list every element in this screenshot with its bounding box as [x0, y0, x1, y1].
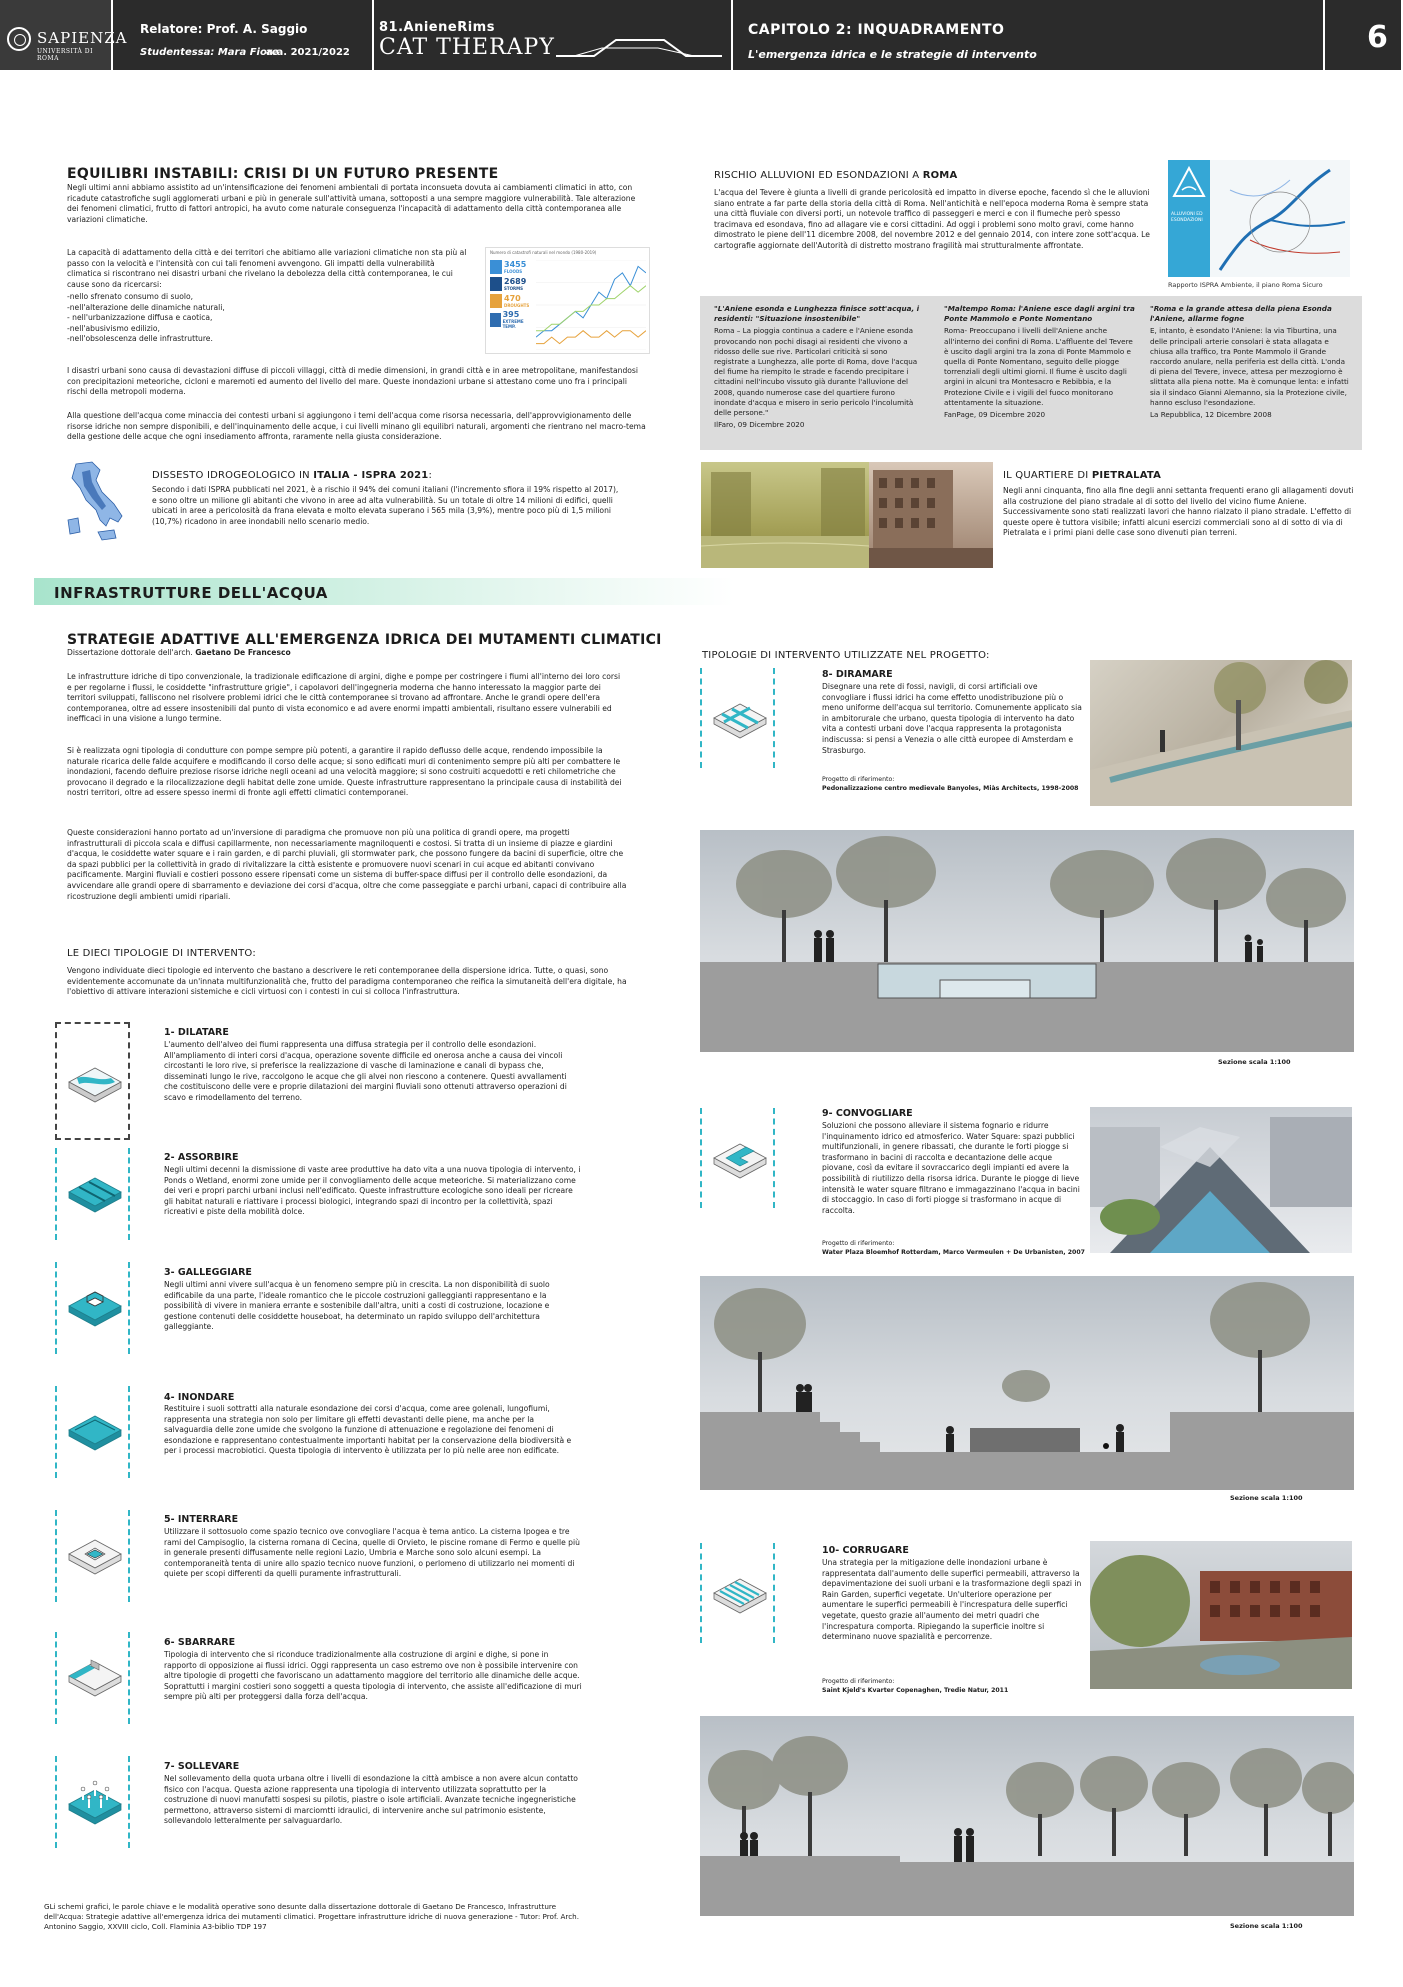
street-photo-graphic [869, 462, 993, 568]
sbarrare-title: 6- SBARRARE [164, 1637, 236, 1648]
map-badge: ALLUVIONI ED ESONDAZIONI [1171, 212, 1203, 223]
map-caption: Rapporto ISPRA Ambiente, il piano Roma Sicuro [1168, 281, 1323, 289]
project-name: CAT THERAPY [379, 35, 555, 60]
logo-name: SAPIENZA [37, 29, 128, 47]
italy-risk-map [62, 460, 130, 548]
assorbire-text: Negli ultimi decenni la dismissione di vaste aree produttive ha dato vita a una nuova tipologia di intervento, i Ponds o Wetland, enormi zone umide per il convogliamento delle acque meteoriche. Si materializzano come dei veri e propri parchi urbani inclusi nell'edificato. Queste infrastrutture ecologiche sono ideali per ricreare gli habitat naturali e riattivare i processi biologici, integrando spazi di incontro per la collettività, spazi ricreativi e piste della mobilità dolce. [164, 1165, 581, 1217]
diramare-diagram [700, 668, 775, 768]
rischio-title: RISCHIO ALLUVIONI ED ESONDAZIONI A ROMA [714, 170, 958, 181]
roma-flood-risk-map [1168, 160, 1350, 277]
interrare-diagram [55, 1510, 130, 1602]
chart-stat-swatch [490, 277, 502, 291]
strategie-paragraph-1: Le infrastrutture idriche di tipo convenzionale, la tradizionale edificazione di argini, dighe e pompe per costringere i fiumi all'interno dei loro corsi e per regolarne i flussi, le cosiddette "infrastrutture grigie", i capolavori dell'ingegneria moderna che hanno interessato la maggior parte dei territori sviluppati, falliscono nel risolvere problemi idrici che le città contemporanee si trovano ad affrontare. Anche le grandi opere dell'era contemporanea, oltre ad essere insostenibili dal punto di vista economico e ad avere enormi impatti ambientali, risultano essere vulnerabili ed inefficaci in una visione a lungo termine. [67, 672, 621, 724]
inondare-text: Restituire i suoli sottratti alla naturale esondazione dei corsi d'acqua, come aree golenali, lungofiumi, rappresenta una strategia non solo per limitare gli effetti devastanti delle piene, ma anche per la salvaguardia delle zone umide che svolgono la funzione di attenuazione e regolazione dei fenomeni di esondazione e rappresentano contestualmente importanti habitat per la conservazione della biodiversità e per i processi macrobiotici. Questa tipologia di intervento è utilizzata per lo più nelle aree non edificate. [164, 1404, 572, 1456]
galleggiare-icon [65, 1276, 125, 1336]
chart-stat-text [504, 295, 529, 308]
section-drawing-3 [700, 1716, 1354, 1916]
banyoles-photo [1090, 660, 1352, 806]
galleggiare-diagram [55, 1262, 130, 1354]
diramare-title: 8- DIRAMARE [822, 669, 893, 680]
chart-stat-label: FLOODS [504, 268, 523, 274]
chart-stat-value: 395 [502, 310, 520, 319]
corrugare-text: Una strategia per la mitigazione delle inondazioni urbane è rappresentata dall'aumento delle superfici permeabili, attraverso la depavimentazione dei suoli urbani e la trasformazione degli spazi in Rain Garden, superfici vegetate. Un'ulteriore operazione per aumentare le superfici permeabili è l'increspatura delle superfici vegetate, questo grazie all'aumento dei metri quadri che l'increspatura comporta. Ripiegando la superficie inoltre si determinano nuove spazialità e percorrenze. [822, 1558, 1082, 1642]
causes-list [67, 292, 367, 345]
galleggiare-title: 3- GALLEGGIARE [164, 1267, 252, 1278]
relatore-text: Relatore: Prof. A. Saggio [140, 22, 308, 36]
chart-series-line-storms [536, 286, 646, 331]
header-bar [0, 0, 1403, 70]
chart-stat-text [503, 311, 534, 329]
infrastrutture-band [34, 578, 734, 605]
equilibri-paragraph-2: La capacità di adattamento della città e dei territori che abitiamo alle variazioni climatiche non sta più al passo con la velocità e l'intensità con cui tali fenomeni avvengono. Gli impatti della vulnerabilità climatica si riscontrano nei disastri urbani che rivelano la debolezza della città contemporanea, le cui cause sono da ricercarsi: [67, 248, 467, 289]
strategie-subtitle: Dissertazione dottorale dell'arch. Gaetano De Francesco [67, 648, 291, 657]
inondare-title: 4- INONDARE [164, 1392, 235, 1403]
diramare-text: Disegnare una rete di fossi, navigli, di corsi artificiali ove convogliare i flussi idrici ha come effetto unodistribuzione più o meno uniforme dell'acqua sul territorio. Comunemente applicato sia in ambitorurale che urbano, questa tipologia di intervento ha dato vita a contesti urbani dove l'acqua rappresenta la protagonista indiscussa: si pensi a Venezia o alle città europee di Amsterdam e Strasburgo. [822, 682, 1082, 755]
chart-stat-label: STORMS [504, 285, 523, 291]
chart-stat-label: EXTREME TEMP. [502, 319, 524, 329]
convogliare-text: Soluzioni che possono alleviare il sistema fognario e ridurre l'inquinamento idrico ed atmosferico. Water Square: spazi pubblici multifunzionali, in genere ribassati, che durante le forti piogge si trasformano in bacini di raccolta e decantazione delle acque piovane, così da evitare il sovraccarico degli impianti ed avere la possibilità di riutilizzo della risorsa idrica. Durante le piogge di lieve intensità le water square filtrano e immagazzinano l'acqua in bacini di stoccaggio. In caso di forti piogge si trasformano in acque di raccolta. [822, 1121, 1080, 1215]
sollevare-title: 7- SOLLEVARE [164, 1761, 240, 1772]
chart-plot [536, 260, 646, 350]
pietralata-text: Negli anni cinquanta, fino alla fine degli anni settanta frequenti erano gli allagamenti dovuti alla costruzione del piano stradale al di sotto del livello del vicino fiume Aniene. Successivamente sono stati realizzati lavori che hanno rialzato il piano stradale. L'effetto di queste opere è tuttora visibile; infatti alcuni esercizi commerciali sono al di sotto di via di Pietralata e i primi piani delle case sono divenuti pian terreni. [1003, 486, 1354, 538]
section-1-graphic [700, 830, 1354, 1052]
progetto-title: TIPOLOGIE DI INTERVENTO UTILIZZATE NEL PROGETTO: [702, 650, 990, 661]
chart-stat-value: 470 [504, 293, 521, 303]
chart-stat-text [504, 278, 526, 291]
cause-item: -nell'alterazione delle dinamiche naturali, [67, 302, 225, 312]
ispra-text: Secondo i dati ISPRA pubblicati nel 2021, è a rischio il 94% dei comuni italiani (l'incremento sfiora il 19% rispetto al 2017), e sono oltre un milione gli abitanti che vivono in aree ad alta vulnerabilità. Su un totale di oltre 14 milioni di edifici, quelli ubicati in aree a pericolosità da frana elevata e molto elevata superano i 565 mila (3,9%), mentre poco più di 1,5 milioni (10,7%) ricadono in aree inondabili nello scenario medio. [152, 485, 619, 526]
section-scale-label-1: Sezione scala 1:100 [1218, 1058, 1291, 1066]
assorbire-diagram [55, 1148, 130, 1240]
ispra-title: DISSESTO IDROGEOLOGICO IN ITALIA - ISPRA 2021: [152, 470, 433, 481]
sbarrare-text: Tipologia di intervento che si riconduce tradizionalmente alla costruzione di argini e dighe, si pone in rapporto di opposizione ai flussi idrici. Oggi rappresenta un caso estremo ove non è possibile intervenire con altre tipologie di progetti che favoriscano un adattamento maggiore del territorio alle dinamiche delle acque. Soprattutti i margini costieri sono soggetti a questa tipologia di intervento, che assiste all'edificazione di muri sempre più alti per proteggersi dalla forza dell'acqua. [164, 1650, 582, 1702]
rischio-text: L'acqua del Tevere è giunta a livelli di grande pericolosità ed impatto in diverse epoche, facendo sì che le alluvioni siano entrate a far parte della storia della città di Roma. Nell'antichità e nell'epoca moderna Roma è sempre stata una città fluviale con diversi porti, un notevole traffico di passeggeri e merci e con il fiumeche però spesso tracimava ed esondava, fino ad allagare vie e corsi cittadini. Ad oggi i problemi sono molto gravi, come hanno dimostrato le piene dell'11 dicembre 2008, del novembre 2012 e del gennaio 2014, con intere zone sott'acqua. Le cartografie aggiornate dell'Autorità di distretto mostrano fragilità mai strutturalmente affrontate. [714, 188, 1150, 250]
convogliare-diagram [700, 1108, 775, 1208]
chart-stat-label: DROUGHTS [504, 302, 530, 308]
section-scale-label-2: Sezione scala 1:100 [1230, 1494, 1303, 1502]
equilibri-paragraph-1: Negli ultimi anni abbiamo assistito ad un'intensificazione dei fenomeni ambientali di portata inconsueta dovuta ai cambiamenti climatici in atto, con ricadute catastrofiche sugli agglomerati urbani e più in generale sull'attività umana, sottoposti a una sempre maggiore vulnerabilità. Tale alterazione dei fenomeni climatici, frutto di fattori antropici, ha avuto come naturale conseguenza l'incapacità di adattamento della città contemporanea alle variazioni climatiche. [67, 183, 636, 224]
infrastrutture-title: INFRASTRUTTURE DELL'ACQUA [54, 584, 328, 602]
dilatare-diagram [55, 1022, 130, 1140]
section-scale-label-3: Sezione scala 1:100 [1230, 1922, 1303, 1930]
chart-series-line-floods [536, 266, 646, 337]
dilatare-icon [65, 1052, 125, 1112]
saint-kjeld-photo [1090, 1541, 1352, 1689]
assorbire-title: 2- ASSORBIRE [164, 1152, 239, 1163]
chart-stat-swatch [490, 260, 502, 274]
inondare-icon [65, 1400, 125, 1460]
chart-stat-text [504, 261, 526, 274]
corrugare-reference: Progetto di riferimento: Saint Kjeld's Kvarter Copenaghen, Tredie Natur, 2011 [822, 1678, 1009, 1694]
sollevare-icon [65, 1770, 125, 1830]
sbarrare-diagram [55, 1632, 130, 1724]
saint-kjeld-graphic [1090, 1541, 1352, 1689]
interrare-icon [65, 1524, 125, 1584]
flood-photo-graphic [701, 462, 869, 568]
studentessa-text: Studentessa: Mara Fiore [140, 47, 279, 58]
equilibri-paragraph-4: Alla questione dell'acqua come minaccia dei contesti urbani si aggiungono i temi dell'acqua come risorsa necessaria, dell'approvvigionamento delle risorse idriche non sempre disponibili, e dell'inquinamento delle acque, i cui livelli minano gli equilibri naturali, argomenti che rientrano nel macro-tema della gestione delle acque che ogni insediamento affronta, raramente nella giusta considerazione. [67, 411, 646, 442]
diramare-icon [710, 688, 770, 748]
banyoles-photo-graphic [1090, 660, 1352, 806]
cause-item: -nello sfrenato consumo di suolo, [67, 292, 194, 301]
section-3-graphic [700, 1716, 1354, 1916]
convogliare-reference: Progetto di riferimento: Water Plaza Bloemhof Rotterdam, Marco Vermeulen + De Urbanisten, 2007 [822, 1240, 1085, 1256]
academic-year: a.a. 2021/2022 [266, 47, 350, 58]
sollevare-diagram [55, 1756, 130, 1848]
convogliare-title: 9- CONVOGLIARE [822, 1108, 913, 1119]
strategie-title: STRATEGIE ADATTIVE ALL'EMERGENZA IDRICA DEI MUTAMENTI CLIMATICI [67, 632, 662, 648]
convogliare-icon [710, 1128, 770, 1188]
chapter-block [733, 0, 1325, 70]
cause-item: -nell'obsolescenza delle infrastrutture. [67, 334, 213, 344]
credits-block [113, 0, 374, 70]
corrugare-diagram [700, 1543, 775, 1643]
footnote: GLi schemi grafici, le parole chiave e le modalità operative sono desunte dalla dissertazione dottorale di Gaetano De Francesco, Infrastrutture dell'Acqua: Strategie adattive all'emergenza idrica dei mutamenti climatici. Progettare infrastrutture idriche di nuova generazione - Tutor: Prof. Arch. Antonino Saggio, XXVIII ciclo, Coll. Flaminia A3-biblio TDP 197 [44, 1902, 580, 1931]
sbarrare-icon [65, 1646, 125, 1706]
chart-stat [490, 260, 534, 274]
chart-series-line-droughts [536, 331, 646, 344]
strategie-paragraph-3: Queste considerazioni hanno portato ad un'inversione di paradigma che promuove non più una politica di grandi opere, ma progetti infrastrutturali di piccola scala e diffusi capillarmente, non necessariamente magniloquenti e costosi. Si tratta di un insieme di piazze e giardini d'acqua, le cosiddette water square e i rain garden, e di parchi pluviali, gli stormwater park, che possono fungere da bacini di superficie, oltre che da spazi pubblici per la collettività in grado di rivitalizzare la città esistente e promuovere nuovi scenari in cui acque ed abitanti convivano pacificamente. Margini fluviali e costieri possono essere ripensati come un sistema di buffer-space diffusi per il controllo delle esondazioni, da avvicendare alle grandi opere di sbarramento e deviazione dei corsi d'acqua, oltre che come passeggiate e parchi urbani, capaci di contribuire alla ricostruzione degli ambienti umidi ripariali. [67, 828, 627, 901]
corrugare-title: 10- CORRUGARE [822, 1545, 909, 1556]
pietralata-flood-photo [701, 462, 869, 568]
warning-triangle-icon [1168, 160, 1210, 210]
chart-stat [490, 277, 534, 291]
chart-stat [490, 294, 534, 308]
cause-item: - nell'urbanizzazione diffusa e caotica, [67, 313, 213, 323]
italy-map-graphic [62, 460, 130, 548]
equilibri-paragraph-3: I disastri urbani sono causa di devastazioni diffuse di piccoli villaggi, città di medie dimensioni, in grandi città e in aree metropolitane, manifestandosi con precipitazioni meteoriche, cicloni e maremoti ed aumento del livello del mare. Queste inondazioni urbane si attestano come uno fra i principali rischi della metropoli moderna. [67, 366, 639, 397]
news-quote-2: "Maltempo Roma: l'Aniene esce dagli argini tra Ponte Mammolo e Ponte Nomentano Roma- Preoccupano i livelli dell'Aniene anche all'interno dei confini di Roma. L'affluente del Tevere è uscito dagli argini tra la zona di Ponte Mammolo e quella di Ponte Nomentano, seguito delle piogge torrenziali degli ultimi giorni. Il fiume è uscito dagli argini in alcuni tra Montesacro e Rebibbia, e la Protezione Civile e i vigili del fuoco monitorano attentamente la situazione. FanPage, 09 Dicembre 2020 [944, 304, 1135, 420]
project-code: 81.AnieneRims [379, 20, 495, 35]
corrugare-icon [710, 1563, 770, 1623]
news-quote-3: "Roma e la grande attesa della piena Esonda l'Aniene, allarme fogne E, intanto, è esondato l'Aniene: la via Tiburtina, una delle principali arterie consolari è stata allagata e chiusa alla traffico, tra Ponte Mammolo il Grande raccordo anulare, nella periferia est della città. L'onda di piena del Tevere, invece, attesa per mezzogiorno è slittata alla piena notte. Ma è comunque lenta: e infatti sia il sindaco Gianni Alemanno, sia la Protezione civile, hanno escluso l'esondazione. La Repubblica, 12 Dicembre 2008 [1150, 304, 1349, 420]
equilibri-title: EQUILIBRI INSTABILI: CRISI DI UN FUTURO PRESENTE [67, 166, 499, 182]
dieci-title: LE DIECI TIPOLOGIE DI INTERVENTO: [67, 948, 256, 959]
inondare-diagram [55, 1386, 130, 1478]
page-number-block [1325, 0, 1403, 70]
chart-title: Numero di catastrofi naturali nel mondo (1980-2019) [490, 250, 597, 255]
map-sidebar [1168, 160, 1210, 277]
chart-stat [490, 311, 534, 329]
water-plaza-graphic [1090, 1107, 1352, 1253]
dieci-text: Vengono individuate dieci tipologie ed intervento che bastano a descrivere le reti contemporanee della dispersione idrica. Tutte, o quasi, sono evidentemente accomunate da un'innata multifunzionalità che, frutto del paradigma contemporaneo che reifica la simutaneità dell'era digitale, ha l'obiettivo di attivare interazioni sistemiche e cicli virtuosi con i contesti in cui si colloca l'infrastruttura. [67, 966, 627, 997]
water-plaza-photo [1090, 1107, 1352, 1253]
pietralata-street-photo [869, 462, 993, 568]
interrare-title: 5- INTERRARE [164, 1514, 239, 1525]
chart-stat-swatch [490, 313, 501, 327]
project-block [374, 0, 733, 70]
university-logo [0, 0, 128, 70]
galleggiare-text: Negli ultimi anni vivere sull'acqua è un fenomeno sempre più in crescita. La non disponibilità di suolo edificabile da una parte, l'ideale romantico che le piccole costruzioni galleggianti rappresentano e la possibilità di vivere in maniera errante e sostenibile dall'altra, uniti a costi di costruzione, locazione e gestione contenuti delle cosiddette houseboat, ha determinato un rapido sviluppo dell'architettura galleggiante. [164, 1280, 550, 1332]
project-logo-graphic [554, 34, 724, 60]
assorbire-icon [65, 1162, 125, 1222]
rome-map-graphic [1210, 160, 1350, 277]
news-quote-1: "L'Aniene esonda e Lunghezza finisce sott'acqua, i residenti: "Situazione insostenibile" Roma – La pioggia continua a cadere e l'Aniene esonda provocando non pochi disagi ai residenti che vivono a ridosso delle sue rive. Particolari criticità si sono registrate a Lunghezza, alle porte di Roma, dove l'acqua del fiume ha riempito le strade e facendo precipitare i cittadini nell'incubo vissuto già durante l'alluvione del 2008, quando numerose case del quartiere furono inondate d'acqua e misero in serio pericolo l'incolumità delle persone." IlFaro, 09 Dicembre 2020 [714, 304, 920, 430]
chart-stat-value: 2689 [504, 276, 527, 286]
university-seal-icon [7, 27, 31, 51]
chapter-subtitle: L'emergenza idrica e le strategie di intervento [748, 48, 1037, 61]
chart-stat-swatch [490, 294, 502, 308]
strategie-paragraph-2: Si è realizzata ogni tipologia di condutture con pompe sempre più potenti, a garantire il rapido deflusso delle acque, rendendo impossibile la naturale ricarica delle falde acquifere e modificando il corso delle acque; si sono edificati muri di contenimento sempre più alti per combattere le inondazioni, facendo defluire preziose risorse idriche negli oceani ad una velocità maggiore; si sono costruiti acquedotti e reti chilometriche che provocano il degrado e la rilocalizzazione degli habitat delle zone umide. Queste infrastrutture rappresentano la principale causa di instabilità dei nostri territori, oltre ad essere spesso inermi di fronte agli effetti climatici contemporanei. [67, 746, 622, 798]
cause-item: -nell'abusivismo edilizio, [67, 323, 160, 333]
logo-subtitle: UNIVERSITÀ DI ROMA [37, 48, 93, 62]
diramare-reference: Progetto di riferimento: Pedonalizzazione centro medievale Banyoles, Miàs Architects, 1998-2008 [822, 776, 1079, 792]
page-number: 6 [1367, 20, 1388, 55]
chart-stats [490, 260, 534, 332]
section-drawing-2 [700, 1276, 1354, 1490]
dilatare-text: L'aumento dell'alveo dei fiumi rappresenta una diffusa strategia per il controllo delle esondazioni. All'ampliamento di interi corsi d'acqua, operazione sovente difficile ed onerosa anche a causa dei vincoli circostanti le loro rive, si preferisce la realizzazione di vasche di laminazione e canali di bypass che, disseminati lungo le rive, raccolgono le acque che gli alvei non riescono a contenere. Questi avvallamenti che costituiscono delle vere e proprie dilatazioni dei margini fluviali sono ottenuti attraverso operazioni di scavo e rimodellamento del terreno. [164, 1040, 567, 1102]
dilatare-title: 1- DILATARE [164, 1027, 229, 1038]
section-drawing-1 [700, 830, 1354, 1052]
interrare-text: Utilizzare il sottosuolo come spazio tecnico ove convogliare l'acqua è tema antico. La cisterna Ipogea e tre rami del Campisoglio, la cisterna romana di Cecina, quelle di Orvieto, le piscine romane di Fermo e quelle più in generale presenti diffusamente nelle regioni Lazio, Umbria e Marche sono solo alcuni esempi. La contemporaneità tenta di unire allo spazio tecnico nuove funzioni, o perlomeno di utilizzarlo nei momenti di quiete per scopi differenti da quelli puramente infrastrutturali. [164, 1527, 580, 1579]
section-2-graphic [700, 1276, 1354, 1490]
sollevare-text: Nel sollevamento della quota urbana oltre i livelli di esondazione la città ambisce a non avere alcun contatto fisico con l'acqua. Questa azione rappresenta una tipologia di intervento utilizzata soprattutto per la costruzione di nuovi manufatti sospesi su pilotis, piastre o isole artificiali. Avanzate tecniche ingegneristiche permettono, attraverso sistemi di marciomtti idraulici, di intervenire anche sul patrimonio esistente, sollevandolo letteralmente per salvaguardarlo. [164, 1774, 578, 1826]
pietralata-title: IL QUARTIERE DI PIETRALATA [1003, 470, 1162, 481]
chapter-title: CAPITOLO 2: INQUADRAMENTO [748, 22, 1005, 38]
disasters-chart [485, 247, 650, 354]
chart-stat-value: 3455 [504, 259, 527, 269]
